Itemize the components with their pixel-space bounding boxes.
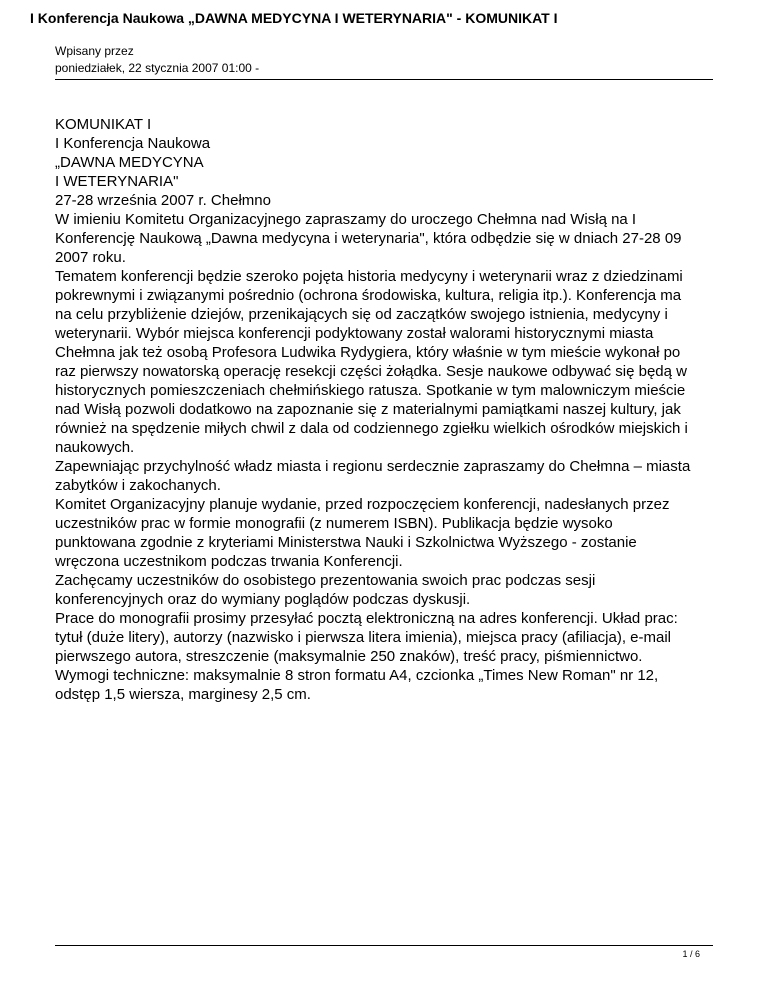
body-line: pokrewnymi i związanymi pośrednio (ochrona środowiska, kultura, religia itp.). Konferencja ma [55,287,682,304]
body-line: naukowych. [55,439,135,456]
body-line: odstęp 1,5 wiersza, marginesy 2,5 cm. [55,686,311,703]
intro-line: Konferencję Naukową „Dawna medycyna i weterynaria", która odbędzie się w dniach 27-28 09 [55,230,682,247]
body-line: Zapewniając przychylność władz miasta i regionu serdecznie zapraszamy do Chełmna – miasta [55,458,691,475]
body-line: Prace do monografii prosimy przesyłać pocztą elektroniczną na adres konferencji. Układ prac: [55,610,678,627]
event-title-line: I WETERYNARIA" [55,173,179,190]
body-line: pierwszego autora, streszczenie (maksymalnie 250 znaków), treść pracy, piśmiennictwo. [55,648,643,665]
intro-paragraph [55,210,720,267]
article-heading: KOMUNIKAT I [55,116,152,133]
event-date-place: 27-28 września 2007 r. Chełmno [55,192,271,209]
body-line: Zachęcamy uczestników do osobistego prezentowania swoich prac podczas sesji [55,572,596,589]
body-line: Komitet Organizacyjny planuje wydanie, przed rozpoczęciem konferencji, nadesłanych przez [55,496,670,513]
body-line: weterynarii. Wybór miejsca konferencji podyktowany został walorami historycznymi miasta [55,325,654,342]
posted-date: poniedziałek, 22 stycznia 2007 01:00 - [55,61,260,75]
body-line: również na spędzenie miłych chwil z dala od codziennego zgiełku wielkich ośrodków miejskich i [55,420,688,437]
page-title: I Konferencja Naukowa „DAWNA MEDYCYNA I WETERYNARIA" - KOMUNIKAT I [30,10,558,26]
page-number: 1 / 6 [682,949,700,959]
body-line: Tematem konferencji będzie szeroko pojęta historia medycyny i weterynarii wraz z dziedzinami [55,268,683,285]
body-line: wręczona uczestnikom podczas trwania Konferencji. [55,553,403,570]
post-meta [55,43,259,77]
event-title-line: I Konferencja Naukowa [55,135,211,152]
body-line: Wymogi techniczne: maksymalnie 8 stron formatu A4, czcionka „Times New Roman" nr 12, [55,667,659,684]
event-title-line: „DAWNA MEDYCYNA [55,154,204,171]
footer-divider [55,945,713,946]
posted-by-label: Wpisany przez [55,44,134,58]
header-divider [55,79,713,80]
body-line: tytuł (duże litery), autorzy (nazwisko i pierwsza litera imienia), miejsca pracy (afiliacja), e-mail [55,629,672,646]
event-title [55,134,720,191]
body-line: konferencyjnych oraz do wymiany poglądów podczas dyskusji. [55,591,471,608]
body-line: raz pierwszy nowatorską operację resekcji części żołądka. Sesje naukowe odbywać się będą w [55,363,687,380]
body-line: punktowana zgodnie z kryteriami Ministerstwa Nauki i Szkolnictwa Wyższego - zostanie [55,534,637,551]
body-line: na celu przybliżenie dziejów, przenikających się od zaczątków swojego istnienia, medycyny i [55,306,668,323]
body-paragraphs [55,267,720,704]
article-content [55,115,720,704]
intro-line: 2007 roku. [55,249,126,266]
body-line: historycznych pomieszczeniach chełmińskiego ratusza. Spotkanie w tym malowniczym mieście [55,382,686,399]
body-line: uczestników prac w formie monografii (z numerem ISBN). Publikacja będzie wysoko [55,515,613,532]
body-line: zabytków i zakochanych. [55,477,221,494]
body-line: nad Wisłą pozwoli dodatkowo na zapoznanie się z materialnymi pamiątkami naszej kultury, jak [55,401,681,418]
intro-line: W imieniu Komitetu Organizacyjnego zapraszamy do uroczego Chełmna nad Wisłą na I [55,211,637,228]
body-line: Chełmna jak też osobą Profesora Ludwika Rydygiera, który właśnie w tym mieście wykonał po [55,344,681,361]
